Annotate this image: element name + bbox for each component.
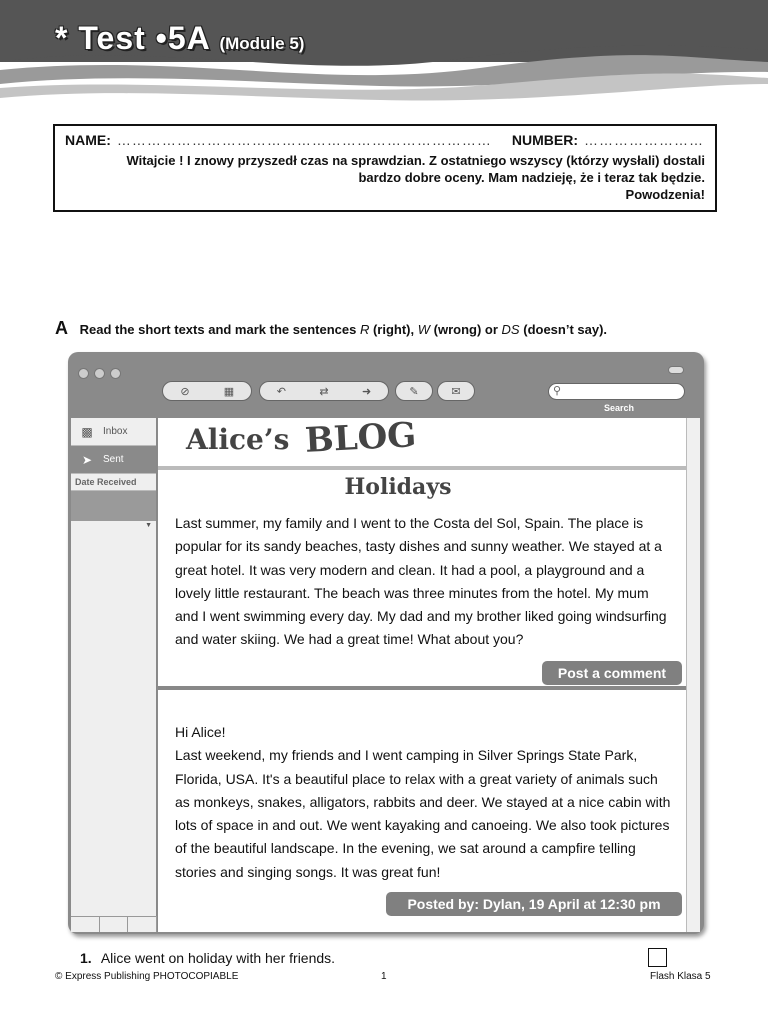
footer-copyright: © Express Publishing PHOTOCOPIABLE [55,971,239,982]
block-icon[interactable]: ⊘ [180,385,190,398]
paper-plane-icon: ➤ [81,452,93,467]
header-banner [0,0,768,110]
instruction-text: (right), [372,322,415,337]
blog-title-alice: Alice’s [186,423,290,456]
scrollbar[interactable] [686,418,700,932]
section-letter: A [55,318,68,338]
mail-sidebar [71,418,157,932]
greeting-line: Powodzenia! [625,187,705,202]
question-text: Alice went on holiday with her friends. [100,950,336,966]
search-icon: ⚲ [553,385,562,397]
greeting-line: bardzo dobre oceny. Mam nadzieję, że i teraz tak będzie. [358,170,705,185]
compose-icon[interactable]: ✎ [409,385,419,398]
footer-page-number: 1 [381,971,387,982]
comment-greeting: Hi Alice! [175,724,226,740]
greeting-text [65,152,705,203]
save-icon[interactable]: ▦ [223,385,235,398]
name-label: NAME: [65,132,111,148]
name-field[interactable]: ………………………………………………………………… [116,132,492,148]
sidebar-footer-cell[interactable] [71,917,100,932]
number-label: NUMBER: [511,132,578,148]
inbox-icon: ▩ [81,424,93,439]
greeting-line: Witajcie ! I znowy przyszedł czas na sprawdzian. Z ostatniego wszyscy (którzy wysłali) dostali [126,153,705,168]
sidebar-item-inbox[interactable] [71,418,156,446]
toolbar-group-3 [395,381,433,401]
back-icon[interactable]: ↶ [276,385,286,398]
window-toggle-button[interactable] [668,366,684,374]
instruction-r: R [359,322,370,337]
search-input[interactable] [548,383,685,400]
post-comment-button[interactable]: Post a comment [542,661,682,685]
divider [158,686,686,690]
answer-box[interactable] [648,948,667,967]
date-received-header[interactable]: Date Received [71,474,156,491]
instruction-text: (doesn’t say). [523,322,608,337]
comment-text [175,721,671,884]
post-heading: Holidays [344,474,452,500]
test-title-text: * Test •5A [55,20,210,56]
divider [158,466,686,470]
reply-all-icon[interactable]: ⇄ [319,385,329,398]
name-box [53,124,717,212]
blog-post-text: Last summer, my family and I went to the Costa del Sol, Spain. The place is popular for its sandy beaches, tasty dishes and sunny weather. We stayed at a great hotel. It was very modern and clean. It had a pool, a playground and a lovely little restaurant. The beach was three minutes from the hotel. My mum and I went swimming every day. My dad and my brother liked going windsurfing and water skiing. We had a great time! What about you? [175,515,667,648]
question-number: 1. [80,950,92,966]
test-title [55,20,304,57]
question-1 [80,950,335,966]
dropdown-arrow-icon[interactable]: ▼ [145,522,152,529]
sidebar-item-label: Inbox [103,426,128,437]
forward-icon[interactable]: ➜ [362,385,372,398]
posted-by-label: Posted by: Dylan, 19 April at 12:30 pm [386,892,682,916]
search-label: Search [604,403,635,413]
window-minimize-dot[interactable] [94,368,105,379]
sidebar-selected-row[interactable] [71,491,156,521]
toolbar-group-1 [162,381,252,401]
blog-content [158,415,686,932]
name-row [65,132,705,148]
test-subtitle: (Module 5) [219,34,305,53]
mail-icon[interactable]: ✉ [451,385,461,398]
sidebar-footer [71,916,157,932]
comment-body: Last weekend, my friends and I went camping in Silver Springs State Park, Florida, USA. It's a beautiful place to relax with a great variety of animals such as monkeys, snakes, alligators, rabbits and deer. We stayed at a nice cabin with lots of space in and out. We went kayaking and canoeing. We also took pictures of the beautiful landscape. In the evening, we sat around a campfire telling stories and singing songs. It was great fun! [175,747,671,880]
window-toolbar [68,352,704,418]
window-close-dot[interactable] [78,368,89,379]
toolbar-group-4 [437,381,475,401]
blog-title-blog: BLOG [303,415,418,461]
sidebar-footer-cell[interactable] [100,917,129,932]
section-a-instruction [55,318,607,339]
instruction-text: Read the short texts and mark the sentences [79,322,357,337]
toolbar-group-2 [259,381,389,401]
number-field[interactable]: …………………… [584,132,704,148]
blog-title [186,415,418,461]
sidebar-footer-cell[interactable] [128,917,157,932]
blog-window [68,352,704,934]
sidebar-item-label: Sent [103,454,124,465]
instruction-ds: DS [501,322,520,337]
footer-course: Flash Klasa 5 [650,971,711,982]
instruction-w: W [417,322,431,337]
sidebar-item-sent[interactable] [71,446,156,474]
window-zoom-dot[interactable] [110,368,121,379]
instruction-text: (wrong) or [433,322,498,337]
